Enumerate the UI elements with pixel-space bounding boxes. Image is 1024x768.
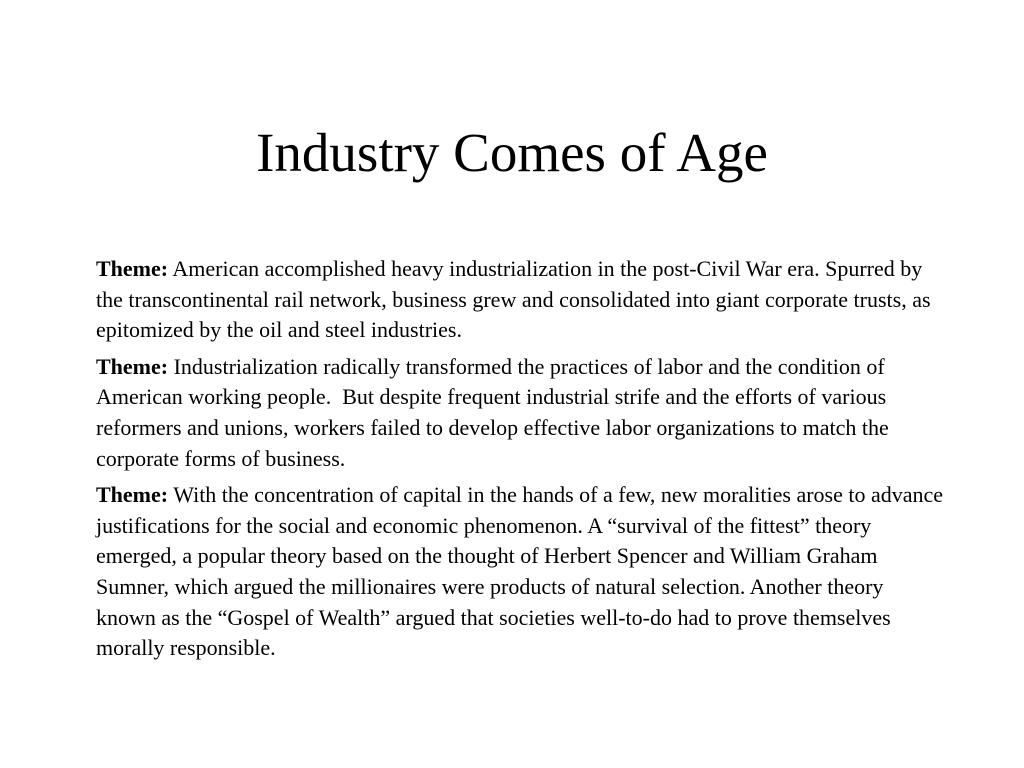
theme-text: American accomplished heavy industrialization in the post-Civil War era. Spurred by the transcontinental rail network, business grew and consolidated into giant corporate trusts, as epitomized by the oil and steel industries. [96, 256, 937, 343]
theme-label: Theme: [96, 256, 169, 281]
theme-text: Industrialization radically transformed the practices of labor and the condition of American working people. But despite frequent industrial strife and the efforts of various reformers and unions, workers failed to develop effective labor organizations to match the corporate forms of business. [96, 353, 895, 471]
theme-paragraph-1 [96, 254, 946, 346]
theme-text: With the concentration of capital in the hands of a few, new moralities arose to advance justifications for the social and economic phenomenon. A “survival of the fittest” theory emerged, a popular theory based on the thought of Herbert Spencer and William Graham Sumner, which argued the millionaires were products of natural selection. Another theory known as the “Gospel of Wealth” argued that societies well-to-do had to prove themselves morally responsible. [96, 482, 949, 661]
slide-title: Industry Comes of Age [256, 122, 768, 183]
theme-label: Theme: [96, 482, 169, 508]
theme-label: Theme: [96, 353, 169, 379]
theme-paragraph-2 [96, 352, 946, 474]
theme-paragraph-3 [96, 480, 949, 664]
theme-list [96, 254, 949, 670]
